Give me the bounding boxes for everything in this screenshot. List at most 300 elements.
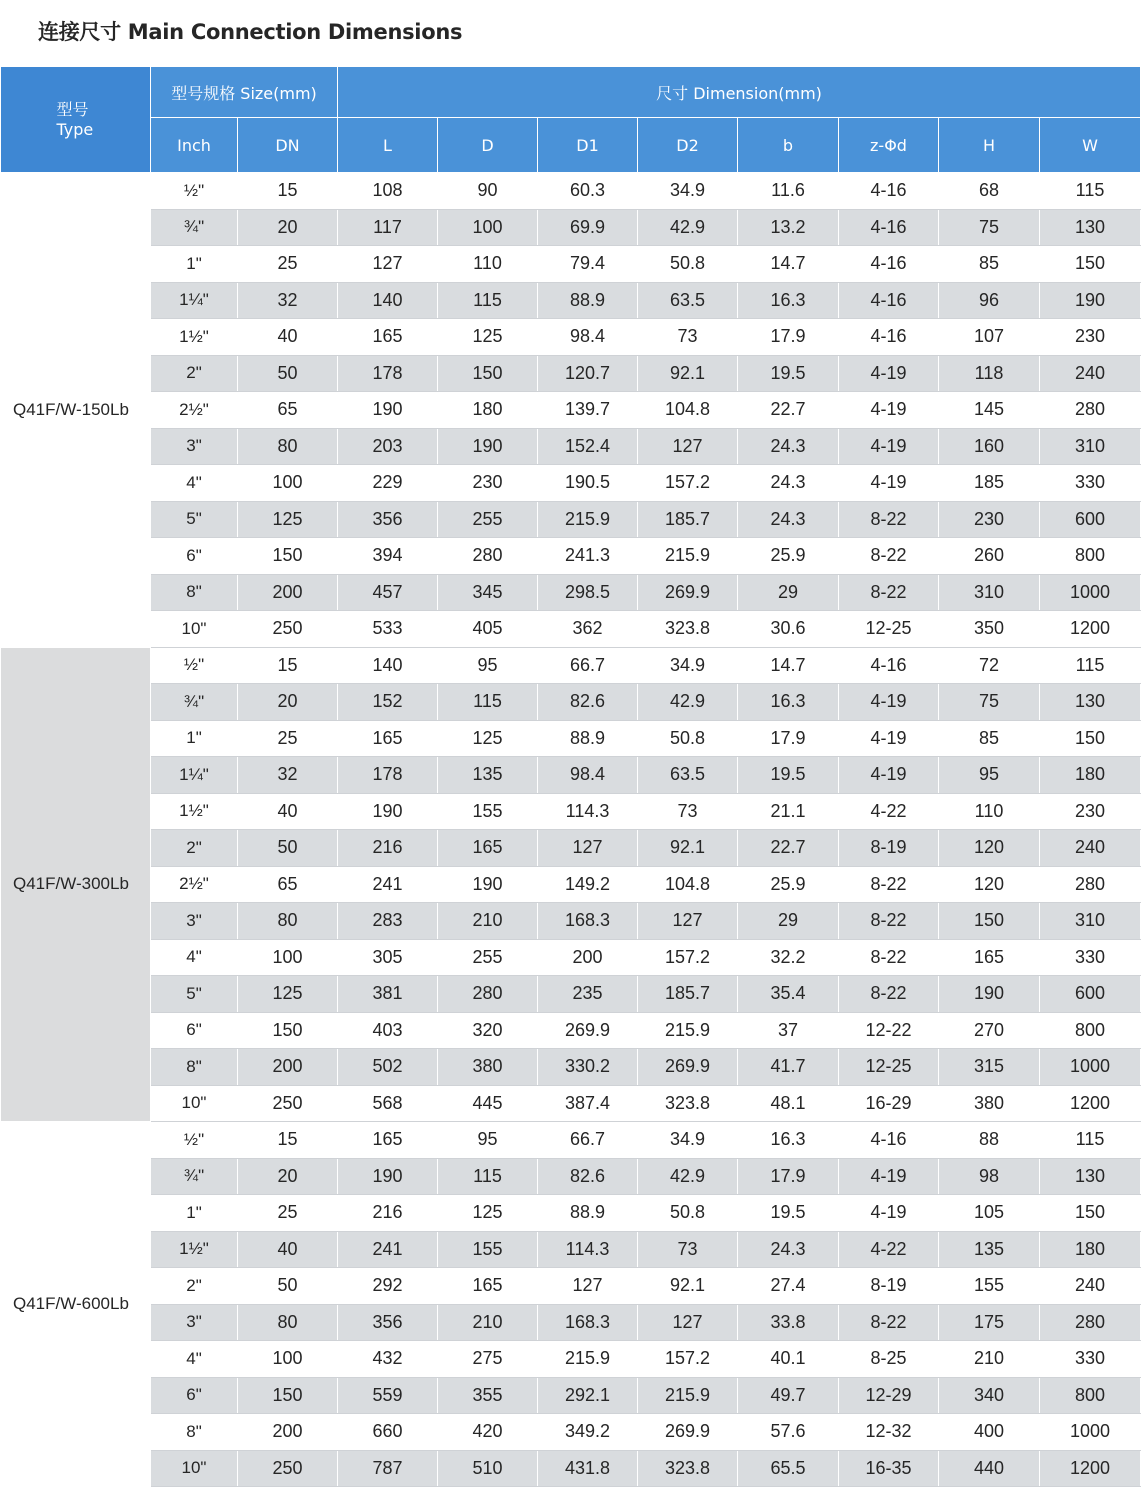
table-cell: 5" (151, 976, 238, 1013)
table-cell: 310 (1040, 428, 1141, 465)
table-cell: 165 (338, 720, 438, 757)
table-cell: 73 (638, 319, 738, 356)
table-cell: 98.4 (538, 319, 638, 356)
table-cell: 230 (1040, 319, 1141, 356)
table-cell: 4-19 (839, 428, 939, 465)
table-cell: 95 (939, 757, 1040, 794)
table-cell: 15 (238, 1122, 338, 1159)
table-cell: 200 (238, 1414, 338, 1451)
table-cell: 95 (438, 647, 538, 684)
table-cell: 800 (1040, 1012, 1141, 1049)
table-cell: 269.9 (538, 1012, 638, 1049)
table-cell: 255 (438, 501, 538, 538)
column-header: D2 (638, 118, 738, 173)
table-cell: 6" (151, 1377, 238, 1414)
table-cell: 1200 (1040, 611, 1141, 648)
table-cell: 432 (338, 1341, 438, 1378)
size-group-header: 型号规格 Size(mm) (151, 67, 338, 118)
table-cell: 3" (151, 1304, 238, 1341)
table-cell: 8" (151, 1414, 238, 1451)
table-cell: 50 (238, 1268, 338, 1305)
table-cell: 100 (238, 939, 338, 976)
type-header (1, 67, 151, 173)
table-cell: 269.9 (638, 574, 738, 611)
table-cell: 10" (151, 1085, 238, 1122)
table-cell: 20 (238, 209, 338, 246)
table-cell: 280 (438, 538, 538, 575)
table-cell: 22.7 (738, 830, 839, 867)
table-cell: 1" (151, 720, 238, 757)
table-cell: 63.5 (638, 282, 738, 319)
table-cell: 559 (338, 1377, 438, 1414)
type-cell: Q41F/W-600Lb (1, 1122, 151, 1487)
table-cell: 114.3 (538, 793, 638, 830)
table-cell: 50 (238, 355, 338, 392)
table-cell: 8-22 (839, 501, 939, 538)
table-cell: 75 (939, 209, 1040, 246)
table-cell: 17.9 (738, 720, 839, 757)
table-cell: 420 (438, 1414, 538, 1451)
table-cell: 1200 (1040, 1450, 1141, 1487)
table-cell: 8-22 (839, 903, 939, 940)
table-cell: 200 (238, 574, 338, 611)
table-cell: 1½" (151, 793, 238, 830)
table-cell: 140 (338, 282, 438, 319)
table-cell: 85 (939, 720, 1040, 757)
table-row (1, 611, 1141, 648)
table-cell: 34.9 (638, 1122, 738, 1159)
table-cell: 40 (238, 1231, 338, 1268)
table-cell: 356 (338, 501, 438, 538)
table-cell: 12-22 (839, 1012, 939, 1049)
table-cell: 10" (151, 1450, 238, 1487)
table-cell: 350 (939, 611, 1040, 648)
table-body (1, 173, 1141, 1487)
dimension-group-header: 尺寸 Dimension(mm) (338, 67, 1141, 118)
table-cell: 29 (738, 574, 839, 611)
column-header: D (438, 118, 538, 173)
table-cell: 130 (1040, 209, 1141, 246)
table-cell: 57.6 (738, 1414, 839, 1451)
table-cell: 4-19 (839, 757, 939, 794)
table-cell: 127 (338, 246, 438, 283)
table-cell: 82.6 (538, 1158, 638, 1195)
table-cell: 190 (338, 392, 438, 429)
table-cell: 40 (238, 793, 338, 830)
table-cell: 165 (939, 939, 1040, 976)
table-cell: 8-22 (839, 538, 939, 575)
table-cell: 150 (438, 355, 538, 392)
table-cell: 230 (939, 501, 1040, 538)
table-row (1, 720, 1141, 757)
table-cell: 20 (238, 684, 338, 721)
table-cell: 403 (338, 1012, 438, 1049)
table-row (1, 246, 1141, 283)
table-cell: 241 (338, 1231, 438, 1268)
table-row (1, 830, 1141, 867)
table-cell: 4" (151, 939, 238, 976)
table-cell: 65 (238, 392, 338, 429)
table-cell: 110 (939, 793, 1040, 830)
table-row (1, 757, 1141, 794)
table-cell: 190 (1040, 282, 1141, 319)
table-cell: 4-19 (839, 720, 939, 757)
column-header: b (738, 118, 839, 173)
table-cell: 800 (1040, 538, 1141, 575)
table-cell: 320 (438, 1012, 538, 1049)
table-cell: 150 (238, 538, 338, 575)
table-cell: 98.4 (538, 757, 638, 794)
table-cell: 2½" (151, 392, 238, 429)
table-cell: 32.2 (738, 939, 839, 976)
table-cell: 190 (338, 1158, 438, 1195)
table-cell: 240 (1040, 355, 1141, 392)
table-cell: 10" (151, 611, 238, 648)
table-cell: 115 (1040, 1122, 1141, 1159)
table-cell: 19.5 (738, 1195, 839, 1232)
table-cell: 340 (939, 1377, 1040, 1414)
table-cell: 25 (238, 1195, 338, 1232)
table-cell: 16-29 (839, 1085, 939, 1122)
table-cell: 283 (338, 903, 438, 940)
table-cell: 24.3 (738, 465, 839, 502)
table-cell: 135 (438, 757, 538, 794)
type-cell: Q41F/W-300Lb (1, 647, 151, 1122)
column-header: L (338, 118, 438, 173)
table-cell: 12-29 (839, 1377, 939, 1414)
table-cell: 250 (238, 1085, 338, 1122)
table-cell: 5" (151, 501, 238, 538)
table-cell: 210 (939, 1341, 1040, 1378)
table-cell: 16.3 (738, 282, 839, 319)
table-cell: 387.4 (538, 1085, 638, 1122)
table-cell: 13.2 (738, 209, 839, 246)
table-cell: 115 (1040, 647, 1141, 684)
table-cell: 4-19 (839, 1158, 939, 1195)
table-cell: 4-22 (839, 1231, 939, 1268)
table-cell: 215.9 (638, 1377, 738, 1414)
table-cell: 75 (939, 684, 1040, 721)
table-row (1, 793, 1141, 830)
table-cell: 30.6 (738, 611, 839, 648)
table-cell: 16.3 (738, 1122, 839, 1159)
table-row (1, 173, 1141, 210)
table-cell: 235 (538, 976, 638, 1013)
table-cell: 216 (338, 1195, 438, 1232)
table-cell: ¾" (151, 684, 238, 721)
table-cell: 12-25 (839, 1049, 939, 1086)
table-cell: 165 (338, 319, 438, 356)
table-cell: 16.3 (738, 684, 839, 721)
table-cell: 125 (438, 720, 538, 757)
table-cell: 96 (939, 282, 1040, 319)
table-cell: 85 (939, 246, 1040, 283)
table-row (1, 1012, 1141, 1049)
table-cell: 8" (151, 574, 238, 611)
table-cell: 50.8 (638, 1195, 738, 1232)
table-cell: 4-16 (839, 246, 939, 283)
table-cell: 330 (1040, 465, 1141, 502)
table-cell: 190 (438, 428, 538, 465)
table-cell: 115 (438, 1158, 538, 1195)
table-cell: 29 (738, 903, 839, 940)
table-cell: 100 (238, 465, 338, 502)
table-cell: 230 (1040, 793, 1141, 830)
table-cell: 275 (438, 1341, 538, 1378)
table-row (1, 1377, 1141, 1414)
table-cell: 105 (939, 1195, 1040, 1232)
table-cell: 66.7 (538, 647, 638, 684)
table-cell: 24.3 (738, 1231, 839, 1268)
table-cell: 150 (1040, 720, 1141, 757)
table-cell: 12-25 (839, 611, 939, 648)
table-row (1, 1195, 1141, 1232)
table-cell: 362 (538, 611, 638, 648)
table-cell: 120.7 (538, 355, 638, 392)
table-cell: 241.3 (538, 538, 638, 575)
table-cell: ½" (151, 647, 238, 684)
table-cell: 330 (1040, 1341, 1141, 1378)
table-cell: 4-16 (839, 319, 939, 356)
table-cell: 323.8 (638, 1450, 738, 1487)
table-cell: 88.9 (538, 282, 638, 319)
table-cell: 165 (338, 1122, 438, 1159)
table-cell: 150 (238, 1377, 338, 1414)
table-cell: 8-19 (839, 830, 939, 867)
table-row (1, 1122, 1141, 1159)
table-cell: 175 (939, 1304, 1040, 1341)
table-cell: 250 (238, 1450, 338, 1487)
table-row (1, 538, 1141, 575)
table-cell: 69.9 (538, 209, 638, 246)
table-cell: 165 (438, 1268, 538, 1305)
table-cell: 80 (238, 1304, 338, 1341)
table-row (1, 1049, 1141, 1086)
table-cell: 787 (338, 1450, 438, 1487)
table-cell: 185.7 (638, 976, 738, 1013)
table-cell: 20 (238, 1158, 338, 1195)
column-header: D1 (538, 118, 638, 173)
table-cell: 8" (151, 1049, 238, 1086)
table-cell: 12-32 (839, 1414, 939, 1451)
table-cell: 4-19 (839, 355, 939, 392)
table-cell: 41.7 (738, 1049, 839, 1086)
dimensions-table-wrapper (0, 66, 1140, 1487)
table-row (1, 574, 1141, 611)
table-cell: 190 (338, 793, 438, 830)
table-cell: 25 (238, 246, 338, 283)
table-cell: 32 (238, 757, 338, 794)
table-cell: 155 (438, 1231, 538, 1268)
table-cell: 157.2 (638, 939, 738, 976)
table-cell: 66.7 (538, 1122, 638, 1159)
table-cell: 1200 (1040, 1085, 1141, 1122)
table-cell: 203 (338, 428, 438, 465)
table-cell: 445 (438, 1085, 538, 1122)
table-cell: 150 (1040, 246, 1141, 283)
table-cell: 1½" (151, 1231, 238, 1268)
table-cell: 185 (939, 465, 1040, 502)
table-cell: 157.2 (638, 465, 738, 502)
table-row (1, 465, 1141, 502)
table-cell: 21.1 (738, 793, 839, 830)
table-cell: 88 (939, 1122, 1040, 1159)
table-cell: 100 (438, 209, 538, 246)
table-cell: 8-22 (839, 866, 939, 903)
table-cell: 6" (151, 538, 238, 575)
table-row (1, 939, 1141, 976)
table-cell: 40.1 (738, 1341, 839, 1378)
table-cell: 50.8 (638, 720, 738, 757)
table-row (1, 903, 1141, 940)
table-cell: 48.1 (738, 1085, 839, 1122)
table-cell: 149.2 (538, 866, 638, 903)
table-cell: 1¼" (151, 757, 238, 794)
table-cell: 210 (438, 1304, 538, 1341)
table-cell: 125 (238, 976, 338, 1013)
table-cell: 127 (538, 1268, 638, 1305)
table-cell: ½" (151, 1122, 238, 1159)
table-cell: 298.5 (538, 574, 638, 611)
table-cell: 25.9 (738, 866, 839, 903)
table-cell: 37 (738, 1012, 839, 1049)
table-cell: 34.9 (638, 647, 738, 684)
table-cell: 200 (238, 1049, 338, 1086)
table-row (1, 1450, 1141, 1487)
table-cell: 104.8 (638, 392, 738, 429)
table-cell: 130 (1040, 684, 1141, 721)
table-cell: 260 (939, 538, 1040, 575)
table-cell: 2" (151, 1268, 238, 1305)
table-cell: 88.9 (538, 720, 638, 757)
table-cell: 165 (438, 830, 538, 867)
table-cell: 345 (438, 574, 538, 611)
table-cell: 11.6 (738, 173, 839, 210)
table-cell: 200 (538, 939, 638, 976)
table-cell: 110 (438, 246, 538, 283)
table-cell: 8-22 (839, 1304, 939, 1341)
table-cell: 50 (238, 830, 338, 867)
table-cell: 2½" (151, 866, 238, 903)
table-cell: 215.9 (638, 1012, 738, 1049)
table-cell: 40 (238, 319, 338, 356)
table-row (1, 1414, 1141, 1451)
table-cell: 230 (438, 465, 538, 502)
table-cell: 1000 (1040, 574, 1141, 611)
type-header-en: Type (56, 119, 94, 139)
table-cell: 79.4 (538, 246, 638, 283)
table-cell: ¾" (151, 1158, 238, 1195)
table-cell: 15 (238, 647, 338, 684)
table-cell: 292.1 (538, 1377, 638, 1414)
table-row (1, 501, 1141, 538)
table-cell: 73 (638, 793, 738, 830)
column-header: DN (238, 118, 338, 173)
type-header-cn: 型号 (56, 99, 89, 119)
table-cell: 17.9 (738, 1158, 839, 1195)
table-cell: 270 (939, 1012, 1040, 1049)
table-cell: 88.9 (538, 1195, 638, 1232)
table-cell: 292 (338, 1268, 438, 1305)
table-cell: 25.9 (738, 538, 839, 575)
table-cell: 405 (438, 611, 538, 648)
table-cell: 17.9 (738, 319, 839, 356)
table-cell: 216 (338, 830, 438, 867)
table-cell: 95 (438, 1122, 538, 1159)
table-cell: 115 (438, 684, 538, 721)
table-cell: 4-19 (839, 1195, 939, 1232)
table-cell: 431.8 (538, 1450, 638, 1487)
table-cell: 2" (151, 830, 238, 867)
table-cell: 127 (638, 428, 738, 465)
table-cell: 241 (338, 866, 438, 903)
table-cell: 150 (939, 903, 1040, 940)
table-cell: 215.9 (538, 501, 638, 538)
table-cell: 310 (1040, 903, 1141, 940)
table-cell: 65.5 (738, 1450, 839, 1487)
table-cell: 14.7 (738, 647, 839, 684)
table-cell: 180 (1040, 1231, 1141, 1268)
table-cell: 185.7 (638, 501, 738, 538)
table-cell: 190 (939, 976, 1040, 1013)
column-header: W (1040, 118, 1141, 173)
table-cell: 19.5 (738, 355, 839, 392)
table-cell: 250 (238, 611, 338, 648)
table-cell: 190 (438, 866, 538, 903)
table-cell: 600 (1040, 501, 1141, 538)
table-cell: 215.9 (538, 1341, 638, 1378)
table-cell: 457 (338, 574, 438, 611)
table-cell: 72 (939, 647, 1040, 684)
table-cell: 160 (939, 428, 1040, 465)
table-row (1, 976, 1141, 1013)
table-cell: 120 (939, 866, 1040, 903)
table-cell: 127 (538, 830, 638, 867)
table-cell: 305 (338, 939, 438, 976)
table-cell: 660 (338, 1414, 438, 1451)
table-cell: 25 (238, 720, 338, 757)
table-cell: 63.5 (638, 757, 738, 794)
table-row (1, 1341, 1141, 1378)
table-cell: 4-16 (839, 282, 939, 319)
table-cell: 440 (939, 1450, 1040, 1487)
table-row (1, 209, 1141, 246)
table-cell: 4" (151, 465, 238, 502)
table-cell: 269.9 (638, 1414, 738, 1451)
table-cell: 4" (151, 1341, 238, 1378)
table-cell: 16-35 (839, 1450, 939, 1487)
table-cell: 24.3 (738, 501, 839, 538)
table-row (1, 1085, 1141, 1122)
table-cell: 125 (238, 501, 338, 538)
table-cell: 356 (338, 1304, 438, 1341)
table-cell: 8-25 (839, 1341, 939, 1378)
table-cell: 533 (338, 611, 438, 648)
table-cell: 125 (438, 1195, 538, 1232)
table-cell: 34.9 (638, 173, 738, 210)
table-cell: 315 (939, 1049, 1040, 1086)
table-cell: 394 (338, 538, 438, 575)
table-cell: 135 (939, 1231, 1040, 1268)
table-cell: 8-22 (839, 976, 939, 1013)
table-cell: 240 (1040, 830, 1141, 867)
table-cell: 92.1 (638, 355, 738, 392)
table-cell: 190.5 (538, 465, 638, 502)
table-cell: 120 (939, 830, 1040, 867)
table-cell: 1000 (1040, 1414, 1141, 1451)
table-cell: 42.9 (638, 684, 738, 721)
table-cell: 73 (638, 1231, 738, 1268)
